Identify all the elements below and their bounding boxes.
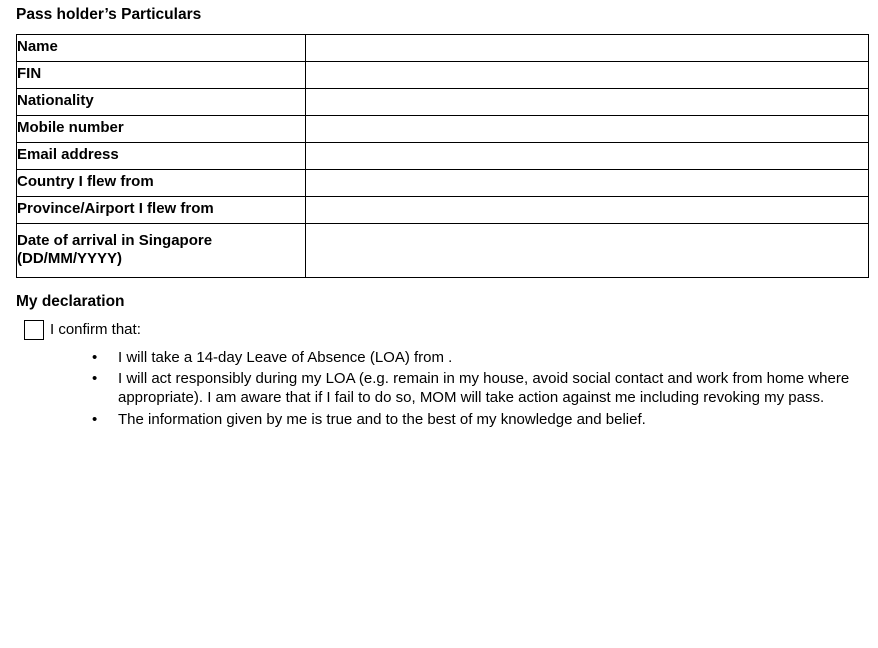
confirm-label: I confirm that: bbox=[50, 321, 141, 339]
row-value-name[interactable] bbox=[306, 34, 869, 61]
row-label-name: Name bbox=[17, 34, 306, 61]
row-value-date-of-arrival[interactable] bbox=[306, 223, 869, 278]
row-value-country-flew-from[interactable] bbox=[306, 169, 869, 196]
list-item: • I will take a 14-day Leave of Absence (LOA) from . bbox=[10, 348, 868, 367]
confirm-checkbox[interactable] bbox=[24, 320, 44, 340]
row-value-mobile-number[interactable] bbox=[306, 115, 869, 142]
row-label-fin: FIN bbox=[17, 61, 306, 88]
row-label-date-of-arrival: Date of arrival in Singapore (DD/MM/YYYY) bbox=[17, 223, 306, 278]
row-label-country-flew-from: Country I flew from bbox=[17, 169, 306, 196]
pass-holder-particulars-table bbox=[16, 34, 869, 279]
page-title: Pass holder’s Particulars bbox=[16, 6, 202, 23]
declaration-list bbox=[10, 348, 868, 429]
table-row bbox=[17, 88, 869, 115]
confirm-row bbox=[24, 319, 868, 340]
row-value-nationality[interactable] bbox=[306, 88, 869, 115]
row-value-email-address[interactable] bbox=[306, 142, 869, 169]
document-page bbox=[0, 6, 878, 648]
row-value-province-airport-flew-from[interactable] bbox=[306, 196, 869, 223]
list-item: • I will act responsibly during my LOA (e.g. remain in my house, avoid social contact and work from home where appropriate). I am aware that if I fail to do so, MOM will take action against me including revoking my pass. bbox=[10, 369, 868, 407]
table-row bbox=[17, 115, 869, 142]
table-row bbox=[17, 61, 869, 88]
table-row bbox=[17, 142, 869, 169]
table-row bbox=[17, 169, 869, 196]
row-label-nationality: Nationality bbox=[17, 88, 306, 115]
row-label-province-airport-flew-from: Province/Airport I flew from bbox=[17, 196, 306, 223]
row-value-fin[interactable] bbox=[306, 61, 869, 88]
row-label-mobile-number: Mobile number bbox=[17, 115, 306, 142]
declaration-heading: My declaration bbox=[16, 293, 125, 311]
list-item: • The information given by me is true and to the best of my knowledge and belief. bbox=[10, 410, 868, 429]
table-row bbox=[17, 196, 869, 223]
table-row bbox=[17, 34, 869, 61]
table-row bbox=[17, 223, 869, 278]
row-label-email-address: Email address bbox=[17, 142, 306, 169]
